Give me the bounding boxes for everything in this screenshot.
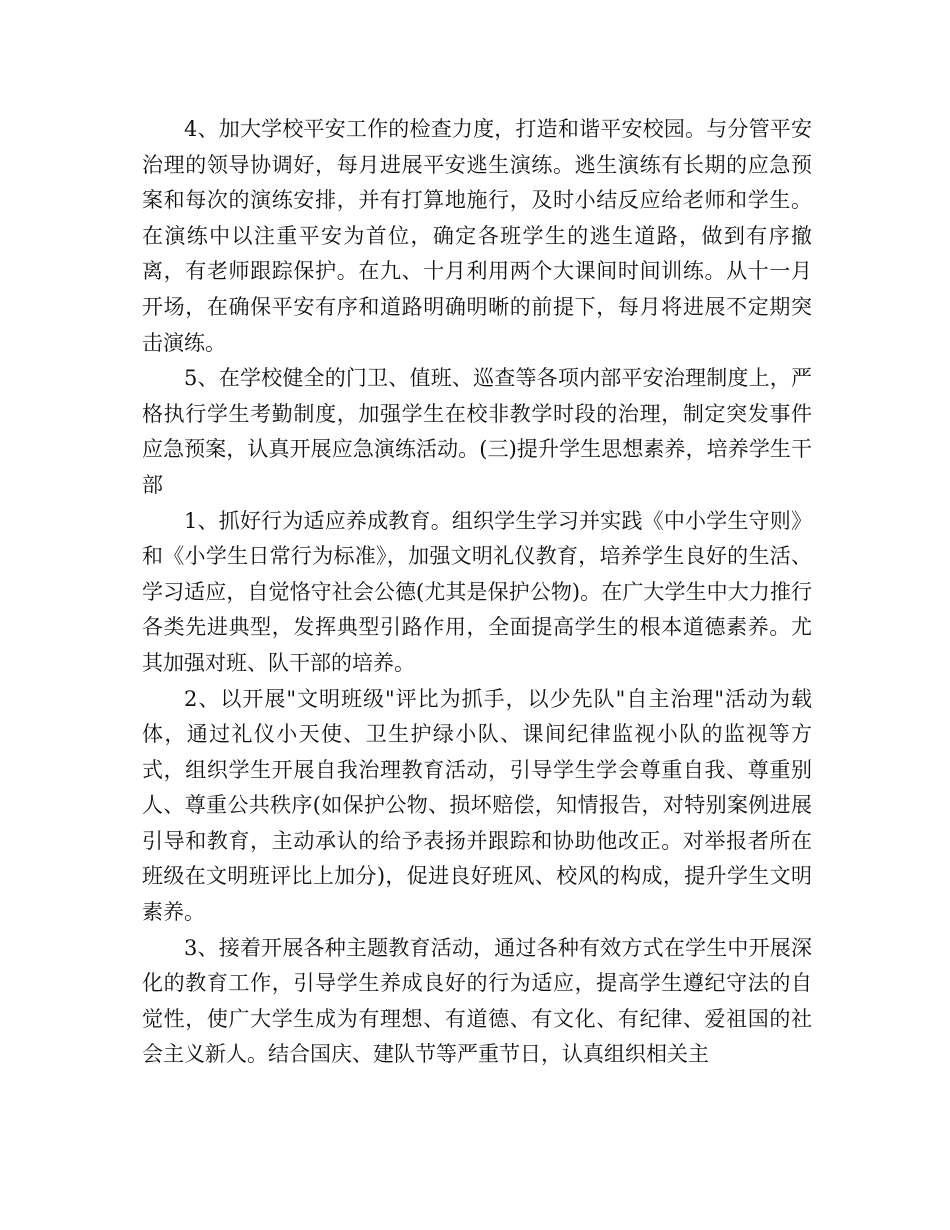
document-body xyxy=(142,112,812,1073)
paragraph-management-system: 5、在学校健全的门卫、值班、巡查等各项内部平安治理制度上，严格执行学生考勤制度，加强学生在校非教学时段的治理，制定突发事件应急预案，认真开展应急演练活动。(三)提升学生思想素养，培养学生干部 xyxy=(142,366,812,497)
paragraph-civilized-class: 2、以开展"文明班级"评比为抓手，以少先队"自主治理"活动为载体，通过礼仪小天使、卫生护绿小队、课间纪律监视小队的监视等方式，组织学生开展自我治理教育活动，引导学生学会尊重自我、尊重别人、尊重公共秩序(如保护公物、损坏赔偿，知情报告，对特别案例进展引导和教育，主动承认的给予表扬并跟踪和协助他改正。对举报者所在班级在文明班评比上加分)，促进良好班风、校风的构成，提升学生文明素养。 xyxy=(142,686,812,925)
paragraph-safety-drills: 4、加大学校平安工作的检查力度，打造和谐平安校园。与分管平安治理的领导协调好，每月进展平安逃生演练。逃生演练有长期的应急预案和每次的演练安排，并有打算地施行，及时小结反应给老师和学生。在演练中以注重平安为首位，确定各班学生的逃生道路，做到有序撤离，有老师跟踪保护。在九、十月利用两个大课间时间训练。从十一月开场，在确保平安有序和道路明确明晰的前提下，每月将进展不定期突击演练。 xyxy=(142,117,812,355)
paragraph-behavior-education: 1、抓好行为适应养成教育。组织学生学习并实践《中小学生守则》和《小学生日常行为标准》，加强文明礼仪教育，培养学生良好的生活、学习适应，自觉恪守社会公德(尤其是保护公物)。在广大学生中大力推行各类先进典型，发挥典型引路作用，全面提高学生的根本道德素养。尤其加强对班、队干部的培养。 xyxy=(142,508,812,675)
paragraph-theme-education: 3、接着开展各种主题教育活动，通过各种有效方式在学生中开展深化的教育工作，引导学生养成良好的行为适应，提高学生遵纪守法的自觉性，使广大学生成为有理想、有道德、有文化、有纪律、爱祖国的社会主义新人。结合国庆、建队节等严重节日，认真组织相关主 xyxy=(142,935,812,1067)
